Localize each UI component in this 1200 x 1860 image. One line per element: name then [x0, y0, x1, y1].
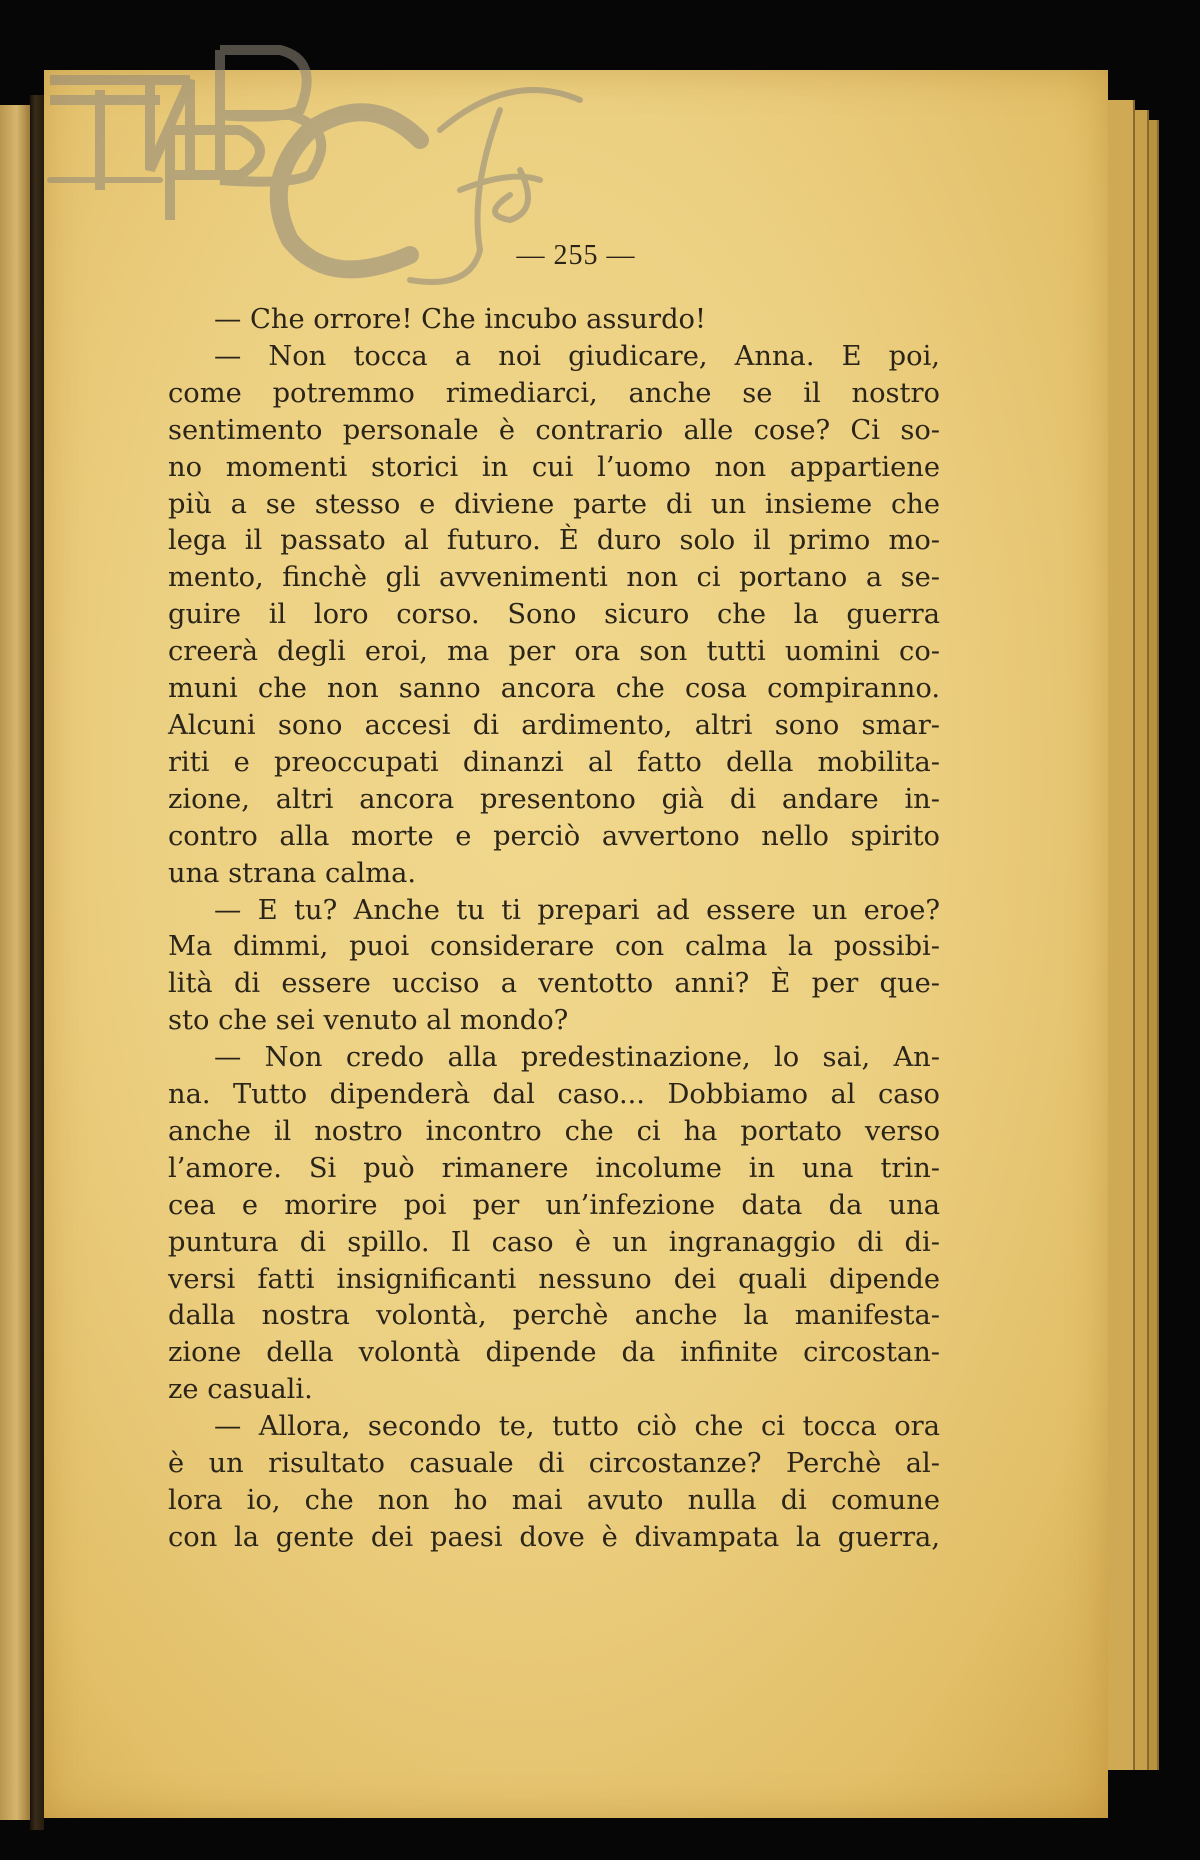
text-line: anche il nostro incontro che ci ha portato verso [168, 1115, 940, 1147]
text-line: muni che non sanno ancora che cosa compiranno. [168, 673, 940, 705]
text-line: lità di essere ucciso a ventotto anni? È per que- [168, 968, 940, 1000]
text-line: lega il passato al futuro. È duro solo il primo mo- [168, 525, 940, 557]
text-line: cea e morire poi per un’infezione data da una [168, 1189, 940, 1221]
text-line: — Non tocca a noi giudicare, Anna. E poi, [214, 340, 940, 372]
library-monogram-logo [40, 20, 600, 300]
book-page [44, 70, 1108, 1818]
text-line: — Non credo alla predestinazione, lo sai, An- [214, 1042, 940, 1074]
text-line: puntura di spillo. Il caso è un ingranaggio di di- [168, 1226, 940, 1258]
text-line: creerà degli eroi, ma per ora son tutti uomini co- [168, 636, 940, 668]
text-line: con la gente dei paesi dove è divampata la guerra, [168, 1521, 940, 1553]
text-line: sentimento personale è contrario alle cose? Ci so- [168, 414, 940, 446]
text-line: no momenti storici in cui l’uomo non appartiene [168, 451, 940, 483]
text-line: versi fatti insignificanti nessuno dei quali dipende [168, 1263, 940, 1295]
text-line: l’amore. Si può rimanere incolume in una trin- [168, 1152, 940, 1184]
text-line: più a se stesso e diviene parte di un insieme che [168, 488, 940, 520]
text-line: — Che orrore! Che incubo assurdo! [214, 304, 706, 335]
page-number: — 255 — [516, 240, 636, 271]
text-line: è un risultato casuale di circostanze? Perchè al- [168, 1448, 940, 1480]
text-line: dalla nostra volontà, perchè anche la manifesta- [168, 1300, 940, 1332]
text-line: zione della volontà dipende da infinite circostan- [168, 1337, 940, 1369]
text-line: una strana calma. [168, 857, 417, 889]
text-line: guire il loro corso. Sono sicuro che la guerra [168, 599, 940, 631]
text-line: Ma dimmi, puoi considerare con calma la possibi- [168, 931, 940, 963]
page-body-text [168, 302, 940, 1557]
text-line: mento, finchè gli avvenimenti non ci portano a se- [168, 562, 940, 594]
text-line: sto che sei venuto al mondo? [168, 1005, 569, 1037]
text-line: — E tu? Anche tu ti prepari ad essere un eroe? [214, 894, 940, 926]
text-line: come potremmo rimediarci, anche se il nostro [168, 377, 940, 409]
text-line: Alcuni sono accesi di ardimento, altri sono smar- [168, 709, 940, 741]
text-line: contro alla morte e perciò avvertono nello spirito [168, 820, 940, 852]
text-line: — Allora, secondo te, tutto ciò che ci tocca ora [214, 1411, 940, 1443]
text-line: zione, altri ancora presentono già di andare in- [168, 783, 940, 815]
book-spine [30, 95, 44, 1830]
text-line: ze casuali. [168, 1374, 313, 1406]
text-line: lora io, che non ho mai avuto nulla di comune [168, 1485, 940, 1516]
text-line: na. Tutto dipenderà dal caso... Dobbiamo al caso [168, 1079, 940, 1111]
left-page-edge [0, 105, 30, 1820]
text-line: riti e preoccupati dinanzi al fatto della mobilita- [168, 746, 940, 778]
